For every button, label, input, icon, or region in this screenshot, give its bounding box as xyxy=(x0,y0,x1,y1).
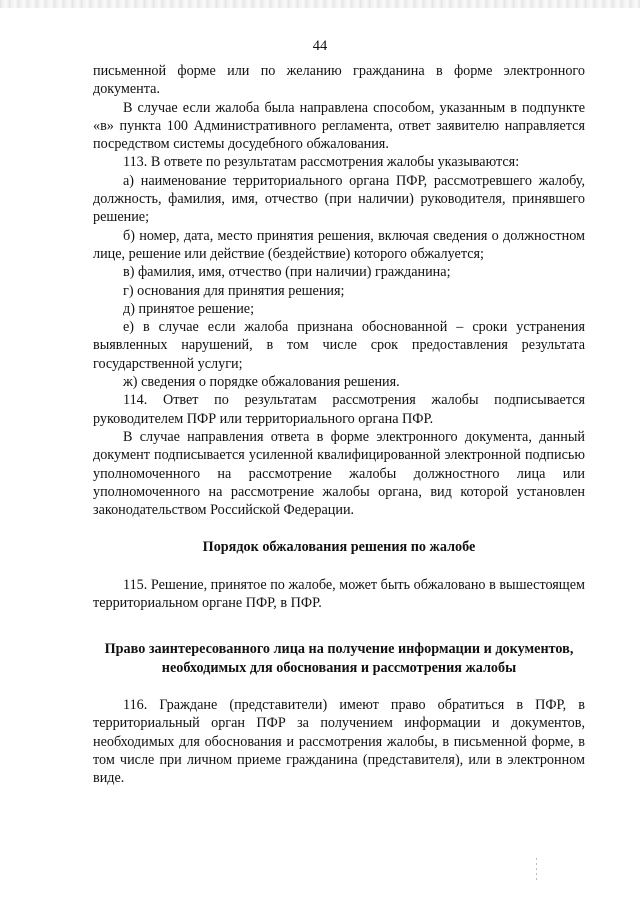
list-item-d: д) принятое решение; xyxy=(123,300,255,317)
paragraph-response-method: В случае если жалоба была направлена способом, указанным в подпункте «в» пункта 100 Административного регламента, ответ заявителю направляется посредством системы досудебного обжалования. xyxy=(93,99,585,153)
paragraph-115: 115. Решение, принятое по жалобе, может быть обжаловано в вышестоящем территориальном органе ПФР, в ПФР. xyxy=(93,576,585,612)
paragraph-continuation: письменной форме или по желанию гражданина в форме электронного документа. xyxy=(93,63,585,98)
scan-edge-artifact xyxy=(0,0,640,8)
paragraph-116: 116. Граждане (представители) имеют право обратиться в ПФР, в территориальный орган ПФР за получением информации и документов, необходимых для обоснования и рассмотрения жалобы, в письменной форме, в том числе при личном приеме гражданина (представителя), или в электронном виде. xyxy=(93,696,585,787)
page-number: 44 xyxy=(312,38,328,54)
paragraph-114: 114. Ответ по результатам рассмотрения жалобы подписывается руководителем ПФР или территориального органа ПФР. xyxy=(93,392,585,427)
list-item-e: е) в случае если жалоба признана обоснованной – сроки устранения выявленных нарушений, в том числе срок предоставления результата государственной услуги; xyxy=(93,319,585,372)
section-heading-appeal: Порядок обжалования решения по жалобе xyxy=(202,539,476,556)
paragraph-electronic-signature: В случае направления ответа в форме электронного документа, данный документ подписывается усиленной квалифицированной электронной подписью уполномоченного на рассмотрение жалобы должностного лица или уполномоченного на рассмотрение жалобы органа, вид которой установлен законодательством Российской Федерации. xyxy=(93,428,585,519)
list-item-b: б) номер, дата, место принятия решения, включая сведения о должностном лице, решение или действие (бездействие) которого обжалуется; xyxy=(93,227,585,262)
document-body xyxy=(93,62,585,787)
scan-margin-artifact xyxy=(536,858,537,880)
list-item-zh: ж) сведения о порядке обжалования решения. xyxy=(123,374,400,391)
list-item-a: а) наименование территориального органа ПФР, рассмотревшего жалобу, должность, фамилия, имя, отчество (при наличии) руководителя, принявшего решение; xyxy=(93,172,585,226)
paragraph-113: 113. В ответе по результатам рассмотрения жалобы указываются: xyxy=(123,154,520,171)
list-item-g: г) основания для принятия решения; xyxy=(123,282,345,299)
list-item-v: в) фамилия, имя, отчество (при наличии) гражданина; xyxy=(123,264,451,281)
section-heading-right-to-information: Право заинтересованного лица на получение информации и документов, необходимых для обоснования и рассмотрения жалобы xyxy=(104,641,574,676)
